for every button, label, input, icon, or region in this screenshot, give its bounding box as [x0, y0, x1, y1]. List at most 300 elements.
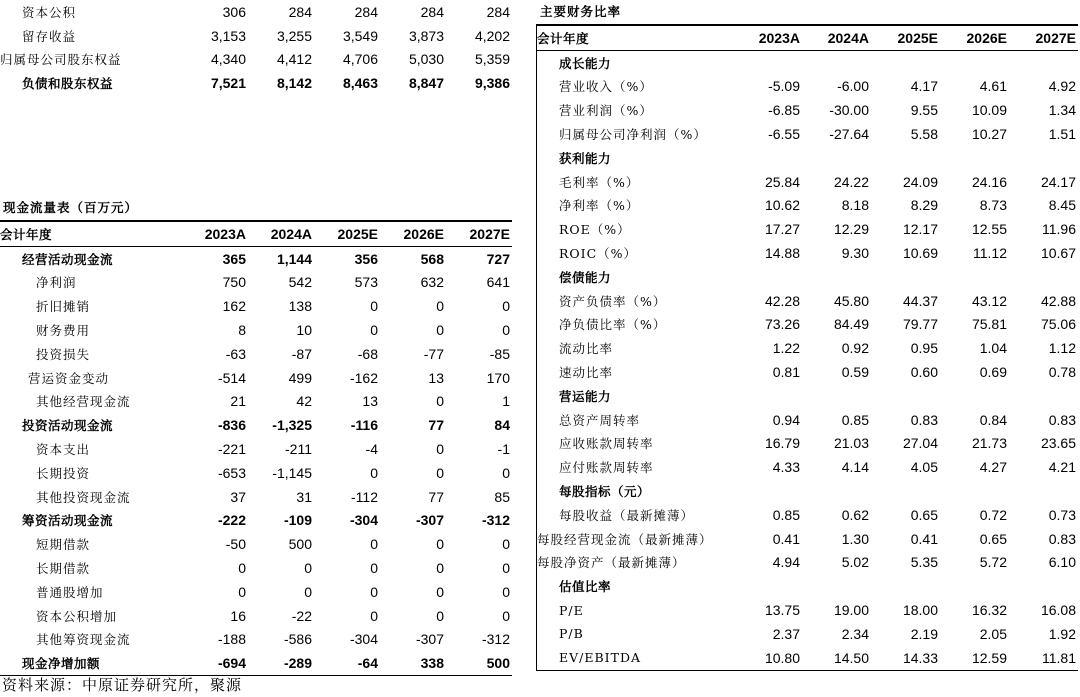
row-label: 其他筹资现金流	[36, 632, 131, 648]
table-row	[537, 241, 1078, 265]
table-row	[537, 432, 1078, 456]
cell-value: 0	[238, 560, 246, 577]
cell-value: 1.30	[841, 530, 869, 547]
table-row	[537, 170, 1078, 194]
cell-value: 0	[502, 560, 510, 577]
cell-value: -63	[225, 345, 246, 362]
table-row	[537, 455, 1078, 479]
cell-value	[940, 50, 1009, 74]
cell-value: 16.79	[764, 435, 800, 452]
cell-value: -30.00	[829, 102, 869, 119]
cell-value: 4,412	[276, 51, 312, 68]
table-row	[537, 384, 1078, 408]
row-label: 短期借款	[36, 537, 91, 553]
row-label: 投资活动现金流	[22, 418, 114, 434]
cell-value	[1009, 574, 1078, 598]
cell-value: -162	[349, 369, 378, 386]
table-row	[0, 390, 512, 414]
row-label: 每股净资产（最新摊薄）	[537, 555, 686, 571]
cell-value: -514	[217, 369, 246, 386]
year-header: 2024A	[802, 25, 871, 50]
cell-value: 0	[436, 441, 444, 458]
table-row	[0, 532, 512, 556]
cell-value: 75.81	[971, 316, 1007, 333]
cell-value: 0.83	[1048, 411, 1076, 428]
cell-value: 0	[436, 393, 444, 410]
cell-value: 10.62	[764, 197, 800, 214]
year-header: 2026E	[940, 25, 1009, 50]
cell-value	[871, 265, 940, 289]
cell-value: 1.12	[1048, 340, 1076, 357]
table-row	[0, 318, 512, 342]
cell-value: 27.04	[902, 435, 938, 452]
cell-value	[1009, 479, 1078, 503]
cell-value: 4,202	[474, 27, 510, 44]
cell-value: -694	[196, 651, 248, 675]
cell-value: 0	[370, 464, 378, 481]
cell-value: 19.00	[833, 602, 869, 619]
cell-value: -68	[357, 345, 378, 362]
cell-value: 14.88	[764, 245, 800, 262]
cell-value	[940, 384, 1009, 408]
cell-value: 1	[502, 393, 510, 410]
cell-value: 0.72	[979, 506, 1007, 523]
cell-value: 3,153	[210, 27, 246, 44]
cell-value: -1	[497, 441, 510, 458]
cell-value: 24.22	[833, 173, 869, 190]
cell-value: 0.85	[841, 411, 869, 428]
cell-value: 1.51	[1048, 126, 1076, 143]
cell-value: 4,340	[210, 51, 246, 68]
year-header: 2027E	[446, 221, 512, 246]
cell-value: 10.67	[1040, 245, 1076, 262]
cell-value: 85	[494, 488, 510, 505]
cell-value: 284	[420, 3, 444, 20]
cell-value: 0.81	[772, 364, 800, 381]
cell-value: 0.73	[1048, 506, 1076, 523]
source-note: 资料来源：中原证券研究所，聚源	[2, 676, 243, 694]
cell-value: 43.12	[971, 292, 1007, 309]
cell-value: 9,386	[474, 75, 510, 92]
cell-value: -85	[489, 345, 510, 362]
cell-value: 3,549	[342, 27, 378, 44]
table-row	[0, 556, 512, 580]
cell-value: 1.34	[1048, 102, 1076, 119]
row-label: 归属母公司净利润（%）	[559, 127, 707, 143]
year-header: 2023A	[733, 25, 802, 50]
balance-sheet-tail-table	[0, 0, 512, 95]
cell-value: 31	[296, 488, 312, 505]
cell-value: 8.45	[1048, 197, 1076, 214]
cell-value: 21.03	[833, 435, 869, 452]
cell-value: 0	[436, 464, 444, 481]
cell-value: -307	[415, 631, 444, 648]
table-row	[537, 289, 1078, 313]
row-label: ROE（%）	[559, 222, 631, 238]
cell-value: 4.92	[1048, 78, 1076, 95]
cell-value: 284	[288, 3, 312, 20]
cell-value: 2.34	[841, 625, 869, 642]
cell-value: -5.09	[768, 78, 800, 95]
cell-value: 0.83	[910, 411, 938, 428]
cell-value: 23.65	[1040, 435, 1076, 452]
cell-value: -112	[351, 488, 378, 505]
table-row	[537, 622, 1078, 646]
cell-value: 2.05	[979, 625, 1007, 642]
cell-value: 641	[486, 274, 510, 291]
cell-value	[733, 50, 802, 74]
cell-value: 12.17	[902, 221, 938, 238]
cell-value: 5,030	[408, 51, 444, 68]
cell-value	[802, 384, 871, 408]
cell-value: 42.88	[1040, 292, 1076, 309]
row-label: 营运资金变动	[28, 370, 110, 386]
row-label: 资本公积	[22, 4, 77, 20]
row-label: 投资损失	[36, 346, 91, 362]
row-label: 资产负债率（%）	[559, 293, 667, 309]
cell-value: 24.16	[971, 173, 1007, 190]
cell-value: 4.21	[1048, 459, 1076, 476]
cell-value: 5,359	[474, 51, 510, 68]
cell-value: 10	[296, 322, 312, 339]
row-label: 营业利润（%）	[559, 103, 653, 119]
year-header: 2023A	[196, 221, 248, 246]
cashflow-table	[0, 220, 512, 676]
cashflow-title: 现金流量表（百万元）	[3, 200, 139, 215]
cell-value: -653	[217, 464, 246, 481]
cell-value: -289	[248, 651, 314, 675]
row-label: 获利能力	[559, 150, 612, 166]
cell-value: 13	[428, 369, 444, 386]
table-row	[537, 217, 1078, 241]
cell-value: 13.75	[764, 602, 800, 619]
cell-value: 0.83	[1048, 530, 1076, 547]
cashflow-header-row	[0, 221, 512, 246]
cell-value	[940, 479, 1009, 503]
cell-value: 10.69	[902, 245, 938, 262]
cell-value	[940, 265, 1009, 289]
cell-value: 0	[436, 560, 444, 577]
cell-value: 5.72	[979, 554, 1007, 571]
table-row	[0, 628, 512, 652]
cell-value: 632	[420, 274, 444, 291]
cell-value: -188	[217, 631, 246, 648]
cell-value: -64	[314, 651, 380, 675]
cell-value: 8.18	[841, 197, 869, 214]
cell-value: 75.06	[1040, 316, 1076, 333]
row-label: 应收账款周转率	[559, 436, 654, 452]
cell-value	[733, 384, 802, 408]
row-label: 毛利率（%）	[559, 174, 640, 190]
cell-value: 16.32	[971, 602, 1007, 619]
cell-value: 5.58	[910, 126, 938, 143]
table-row	[0, 246, 512, 270]
cell-value: 2.37	[772, 625, 800, 642]
cell-value: -1,325	[272, 417, 312, 434]
cell-value: 6.10	[1048, 554, 1076, 571]
cell-value: 0	[370, 298, 378, 315]
year-header: 2027E	[1009, 25, 1078, 50]
cell-value: 37	[230, 488, 246, 505]
cell-value: -211	[285, 441, 312, 458]
cell-value	[1009, 146, 1078, 170]
table-row	[537, 408, 1078, 432]
cell-value: 44.37	[902, 292, 938, 309]
row-label: 净利润	[36, 275, 77, 291]
row-label: 营业收入（%）	[559, 79, 653, 95]
cell-value: 0.41	[772, 530, 800, 547]
cell-value: -312	[481, 512, 510, 529]
cell-value	[733, 265, 802, 289]
table-row	[537, 503, 1078, 527]
row-label: 经营活动现金流	[22, 251, 114, 267]
cell-value: 500	[288, 536, 312, 553]
ratios-header-label: 会计年度	[537, 25, 733, 50]
cell-value: -304	[349, 631, 378, 648]
cell-value: 4.14	[841, 459, 869, 476]
cell-value: -77	[423, 345, 444, 362]
cell-value: -4	[365, 441, 378, 458]
cell-value: -586	[283, 631, 312, 648]
cell-value: 0.92	[841, 340, 869, 357]
row-label: 折旧摊销	[36, 299, 91, 315]
cell-value	[871, 384, 940, 408]
cell-value: 4.05	[910, 459, 938, 476]
cell-value	[1009, 384, 1078, 408]
cell-value: 12.59	[940, 646, 1009, 670]
year-header: 2025E	[871, 25, 940, 50]
cell-value: 9.55	[910, 102, 938, 119]
table-row	[537, 194, 1078, 218]
table-row	[0, 437, 512, 461]
table-row	[537, 313, 1078, 337]
ratios-title: 主要财务比率	[540, 4, 622, 19]
cell-value: 18.00	[902, 602, 938, 619]
cell-value: 170	[486, 369, 510, 386]
cell-value: 1.92	[1048, 625, 1076, 642]
cell-value: 24.09	[902, 173, 938, 190]
cell-value: 573	[354, 274, 378, 291]
cell-value: 0	[370, 536, 378, 553]
cell-value	[733, 574, 802, 598]
cell-value: 8	[238, 322, 246, 339]
table-row	[537, 527, 1078, 551]
cell-value: 0.41	[910, 530, 938, 547]
table-row	[0, 461, 512, 485]
table-row	[0, 413, 512, 437]
table-row	[537, 75, 1078, 99]
year-header: 2026E	[380, 221, 446, 246]
row-label: 财务费用	[36, 323, 91, 339]
row-label: 总资产周转率	[559, 412, 641, 428]
table-row	[537, 551, 1078, 575]
cell-value: -116	[350, 417, 378, 434]
table-row	[0, 294, 512, 318]
cell-value: 4.61	[979, 78, 1007, 95]
row-label: 长期借款	[36, 561, 91, 577]
table-row	[537, 265, 1078, 289]
row-label: 成长能力	[559, 55, 612, 71]
cell-value: 500	[446, 651, 512, 675]
row-label: 净负债比率（%）	[559, 317, 667, 333]
cell-value	[871, 479, 940, 503]
cell-value	[802, 146, 871, 170]
row-label: 筹资活动现金流	[22, 513, 114, 529]
cell-value: -109	[283, 512, 312, 529]
cell-value: 0	[304, 560, 312, 577]
table-row	[537, 122, 1078, 146]
row-label: 速动比率	[559, 365, 614, 381]
cell-value: 77	[428, 488, 444, 505]
cell-value: -50	[225, 536, 246, 553]
cell-value: 45.80	[833, 292, 869, 309]
cell-value: 21	[230, 393, 246, 410]
row-label: 其他经营现金流	[36, 394, 131, 410]
cell-value: 3,873	[408, 27, 444, 44]
column-divider	[536, 24, 537, 671]
table-row	[537, 98, 1078, 122]
cell-value: 0.94	[772, 411, 800, 428]
cell-value: -6.85	[768, 102, 800, 119]
cell-value: -222	[217, 512, 246, 529]
cell-value: 0	[370, 322, 378, 339]
row-label: 偿债能力	[559, 269, 612, 285]
cell-value: 0.84	[979, 411, 1007, 428]
row-label: P/E	[559, 602, 584, 618]
cell-value: 21.73	[971, 435, 1007, 452]
cell-value: 0	[502, 583, 510, 600]
cell-value	[871, 146, 940, 170]
cell-value: 0	[436, 322, 444, 339]
cell-value: -27.64	[829, 126, 869, 143]
cell-value	[940, 146, 1009, 170]
cell-value: -312	[481, 631, 510, 648]
cell-value: 11.12	[973, 245, 1007, 262]
cell-value: 11.96	[1042, 221, 1076, 238]
cell-value: 0.59	[841, 364, 869, 381]
cell-value: 8,463	[342, 75, 378, 92]
table-row	[537, 336, 1078, 360]
cell-value	[802, 50, 871, 74]
cell-value: 7,521	[210, 75, 246, 92]
row-label: 每股经营现金流（最新摊薄）	[537, 531, 713, 547]
cell-value	[871, 574, 940, 598]
cell-value: 11.81	[1009, 646, 1078, 670]
row-label: 应付账款周转率	[559, 460, 654, 476]
row-label: 每股收益（最新摊薄）	[559, 507, 695, 523]
cell-value: 4.17	[910, 78, 938, 95]
table-row	[0, 366, 512, 390]
cell-value: 0	[502, 607, 510, 624]
cell-value: 365	[222, 250, 246, 267]
cell-value: 0	[370, 583, 378, 600]
cell-value	[733, 146, 802, 170]
cell-value: -836	[217, 417, 246, 434]
cell-value: 356	[354, 250, 378, 267]
cell-value: 0.65	[979, 530, 1007, 547]
table-row	[537, 479, 1078, 503]
cell-value: 4,706	[342, 51, 378, 68]
cell-value: 0	[238, 583, 246, 600]
cell-value: 1,144	[276, 250, 312, 267]
cell-value: 284	[354, 3, 378, 20]
cell-value: 9.30	[841, 245, 869, 262]
cell-value: 77	[428, 417, 444, 434]
cell-value: 25.84	[764, 173, 800, 190]
cell-value: 0	[436, 536, 444, 553]
ratios-header-row	[537, 25, 1078, 50]
cell-value: 0	[502, 322, 510, 339]
cell-value: 73.26	[764, 316, 800, 333]
cell-value	[733, 479, 802, 503]
cell-value: -6.55	[768, 126, 800, 143]
table-row	[537, 146, 1078, 170]
row-label: 营运能力	[559, 388, 612, 404]
cell-value: 499	[288, 369, 312, 386]
cell-value: 4.33	[772, 459, 800, 476]
cell-value: 0.95	[910, 340, 938, 357]
year-header: 2025E	[314, 221, 380, 246]
cell-value: -6.00	[837, 78, 869, 95]
table-row	[0, 48, 512, 72]
cell-value	[1009, 50, 1078, 74]
cell-value: 10.27	[971, 126, 1007, 143]
cell-value: 14.33	[871, 646, 940, 670]
cell-value	[940, 574, 1009, 598]
table-row	[0, 604, 512, 628]
cell-value: 5.02	[841, 554, 869, 571]
cell-value: 42	[296, 393, 312, 410]
cell-value: 4.27	[979, 459, 1007, 476]
row-label: 长期投资	[36, 465, 91, 481]
cell-value: 8.29	[910, 197, 938, 214]
cell-value: 14.50	[802, 646, 871, 670]
row-label: 资本支出	[36, 442, 91, 458]
cell-value: 24.17	[1040, 173, 1076, 190]
cell-value: 0	[304, 583, 312, 600]
row-label: P/B	[559, 626, 584, 642]
row-label: 每股指标（元）	[559, 484, 651, 500]
table-row	[537, 50, 1078, 74]
cell-value: -22	[291, 607, 312, 624]
cell-value: 0.62	[841, 506, 869, 523]
cell-value: 138	[288, 298, 312, 315]
table-row	[0, 580, 512, 604]
cell-value: 0.65	[910, 506, 938, 523]
row-label: EV/EBITDA	[537, 646, 733, 670]
cell-value: 0	[370, 560, 378, 577]
cell-value: 13	[362, 393, 378, 410]
cell-value: 568	[420, 250, 444, 267]
cell-value: -221	[217, 441, 246, 458]
row-label: 流动比率	[559, 341, 614, 357]
table-row	[0, 24, 512, 48]
table-row	[0, 509, 512, 533]
row-label: 净利率（%）	[559, 198, 640, 214]
cell-value: 8.73	[979, 197, 1007, 214]
row-label: 资本公积增加	[36, 608, 118, 624]
cell-value	[802, 479, 871, 503]
cell-value: 306	[222, 3, 246, 20]
cell-value: 10.80	[733, 646, 802, 670]
table-row	[537, 646, 1078, 670]
cell-value: 0	[502, 298, 510, 315]
cell-value: 42.28	[764, 292, 800, 309]
cell-value: 16.08	[1040, 602, 1076, 619]
cell-value: 338	[380, 651, 446, 675]
ratios-table	[537, 24, 1078, 671]
cell-value: 750	[222, 274, 246, 291]
